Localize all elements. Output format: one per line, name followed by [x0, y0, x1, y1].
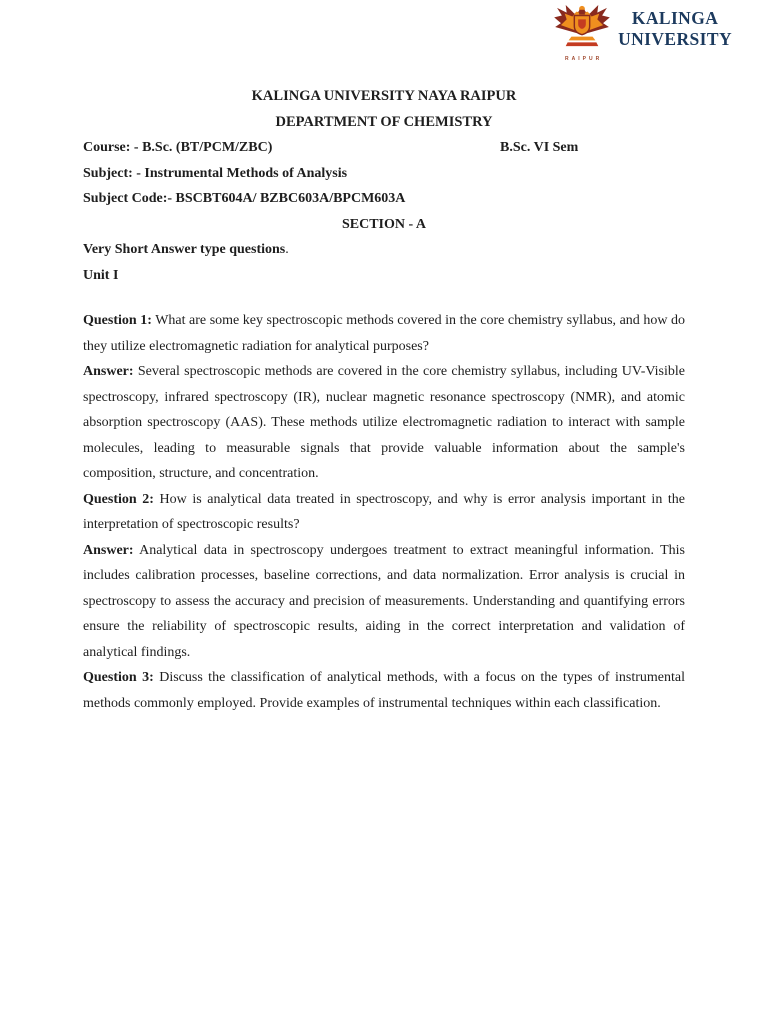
- section-instruction: [83, 237, 685, 263]
- answer-2: [83, 538, 685, 666]
- answer-1-label: Answer:: [83, 364, 134, 379]
- course-row: [83, 135, 685, 161]
- university-crest-icon: [553, 4, 611, 55]
- section-instruction-text: Very Short Answer type questions: [83, 242, 286, 257]
- question-2: [83, 487, 685, 538]
- course-label: Course: - B.Sc. (BT/PCM/ZBC): [83, 140, 273, 155]
- question-2-text: How is analytical data treated in spectroscopy, and why is error analysis important in the interpretation of spectroscopic results?: [83, 491, 686, 532]
- logo-wordmark-line2: UNIVERSITY: [618, 29, 732, 49]
- logo-wordmark: [618, 8, 732, 58]
- section-instruction-period: .: [285, 242, 289, 257]
- question-3-label: Question 3:: [83, 670, 154, 685]
- semester-label: B.Sc. VI Sem: [500, 140, 579, 155]
- question-2-label: Question 2:: [83, 491, 154, 507]
- subject-code-label: Subject Code:- BSCBT604A/ BZBC603A/BPCM603A: [83, 191, 406, 206]
- unit-heading: Unit I: [83, 267, 119, 283]
- answer-2-label: Answer:: [83, 542, 134, 558]
- university-emblem: [553, 4, 611, 62]
- question-1: [83, 308, 685, 359]
- university-logo: [553, 4, 732, 62]
- question-1-text: What are some key spectroscopic methods covered in the core chemistry syllabus, and how do they utilize electromagnetic radiation for analytical purposes?: [83, 313, 685, 354]
- question-3: [83, 665, 685, 716]
- answer-1: [83, 359, 685, 487]
- logo-wordmark-line1: KALINGA: [631, 8, 719, 28]
- doc-subtitle: DEPARTMENT OF CHEMISTRY: [275, 113, 493, 130]
- answer-1-text: Several spectroscopic methods are covered in the core chemistry syllabus, including UV-Visible spectroscopy, infrared spectroscopy (IR), nuclear magnetic resonance spectroscopy (NMR), and atomic absorption spectroscopy (AAS). These methods utilize electromagnetic radiation to interact with sample molecules, leading to measurable signals that provide valuable information about the sample's composition, structure, and concentration.: [83, 364, 685, 481]
- logo-city-text: RAIPUR: [565, 56, 603, 62]
- question-1-label: Question 1:: [83, 313, 152, 328]
- question-3-text: Discuss the classification of analytical methods, with a focus on the types of instrumental methods commonly employed. Provide examples of instrumental techniques within each classification.: [83, 670, 686, 711]
- subject-label: Subject: - Instrumental Methods of Analysis: [83, 165, 348, 181]
- section-title: SECTION - A: [341, 216, 427, 232]
- doc-title: KALINGA UNIVERSITY NAYA RAIPUR: [251, 88, 517, 104]
- answer-2-text: Analytical data in spectroscopy undergoes treatment to extract meaningful information. This includes calibration processes, baseline corrections, and data normalization. Error analysis is crucial in spectroscopy to assess the accuracy and precision of measurements. Understanding and quantifying errors ensure the reliability of spectroscopic results, aiding in the correct interpretation and validation of analytical findings.: [83, 542, 685, 660]
